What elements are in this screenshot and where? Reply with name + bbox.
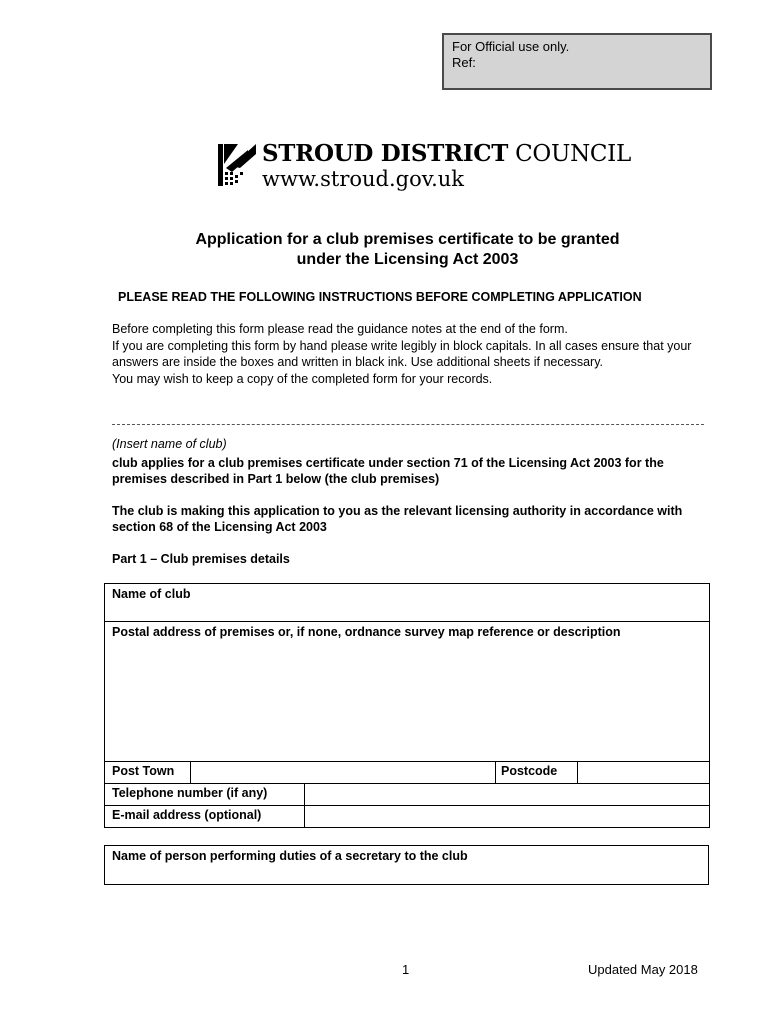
- club-premises-table: [104, 583, 710, 828]
- post-town-label: Post Town: [105, 762, 191, 784]
- part1-heading: Part 1 – Club premises details: [112, 552, 290, 566]
- title-line-1: Application for a club premises certificate to be granted: [195, 231, 620, 248]
- post-town-field[interactable]: [191, 762, 496, 784]
- name-of-club-field[interactable]: [105, 584, 710, 622]
- official-use-label: For Official use only.: [452, 39, 570, 54]
- council-url: www.stroud.gov.uk: [262, 167, 465, 191]
- email-label: E-mail address (optional): [105, 806, 305, 828]
- telephone-label: Telephone number (if any): [105, 784, 305, 806]
- council-name-bold: STROUD DISTRICT: [262, 140, 509, 167]
- applies-statement: club applies for a club premises certificate under section 71 of the Licensing Act 2003 for the premises described in Part 1 below (the club premises): [112, 456, 664, 486]
- name-of-club-label: Name of club: [112, 587, 191, 601]
- instructions-line-2: If you are completing this form by hand please write legibly in block capitals. In all cases ensure that your answers are inside the boxes and written in black ink. Use additional sheets if necessary.: [112, 338, 692, 370]
- telephone-field[interactable]: [305, 784, 710, 806]
- club-name-entry-line[interactable]: [112, 424, 704, 425]
- council-name: [262, 140, 631, 167]
- secretary-table: [104, 845, 709, 885]
- secretary-label: Name of person performing duties of a secretary to the club: [112, 849, 468, 863]
- council-name-regular: COUNCIL: [515, 141, 631, 167]
- insert-club-name-hint: (Insert name of club): [112, 437, 227, 451]
- instructions-text: [112, 321, 712, 387]
- instructions-line-1: Before completing this form please read the guidance notes at the end of the form.: [112, 322, 568, 336]
- postcode-label: Postcode: [496, 762, 578, 784]
- council-logo-icon: [218, 142, 258, 188]
- postcode-field[interactable]: [578, 762, 710, 784]
- postal-address-label: Postal address of premises or, if none, ordnance survey map reference or description: [112, 625, 621, 639]
- updated-date: Updated May 2018: [588, 962, 698, 977]
- title-line-2: under the Licensing Act 2003: [296, 251, 519, 268]
- authority-statement: The club is making this application to you as the relevant licensing authority in accordance with section 68 of the Licensing Act 2003: [112, 504, 683, 534]
- postal-address-field[interactable]: [105, 622, 710, 762]
- official-use-box: [442, 33, 712, 90]
- page-title: [0, 230, 770, 270]
- page-number: 1: [402, 962, 410, 977]
- official-ref-label: Ref:: [452, 55, 476, 70]
- email-field[interactable]: [305, 806, 710, 828]
- instructions-line-3: You may wish to keep a copy of the completed form for your records.: [112, 371, 493, 386]
- secretary-field[interactable]: [105, 846, 709, 885]
- instructions-heading: PLEASE READ THE FOLLOWING INSTRUCTIONS BEFORE COMPLETING APPLICATION: [118, 290, 642, 304]
